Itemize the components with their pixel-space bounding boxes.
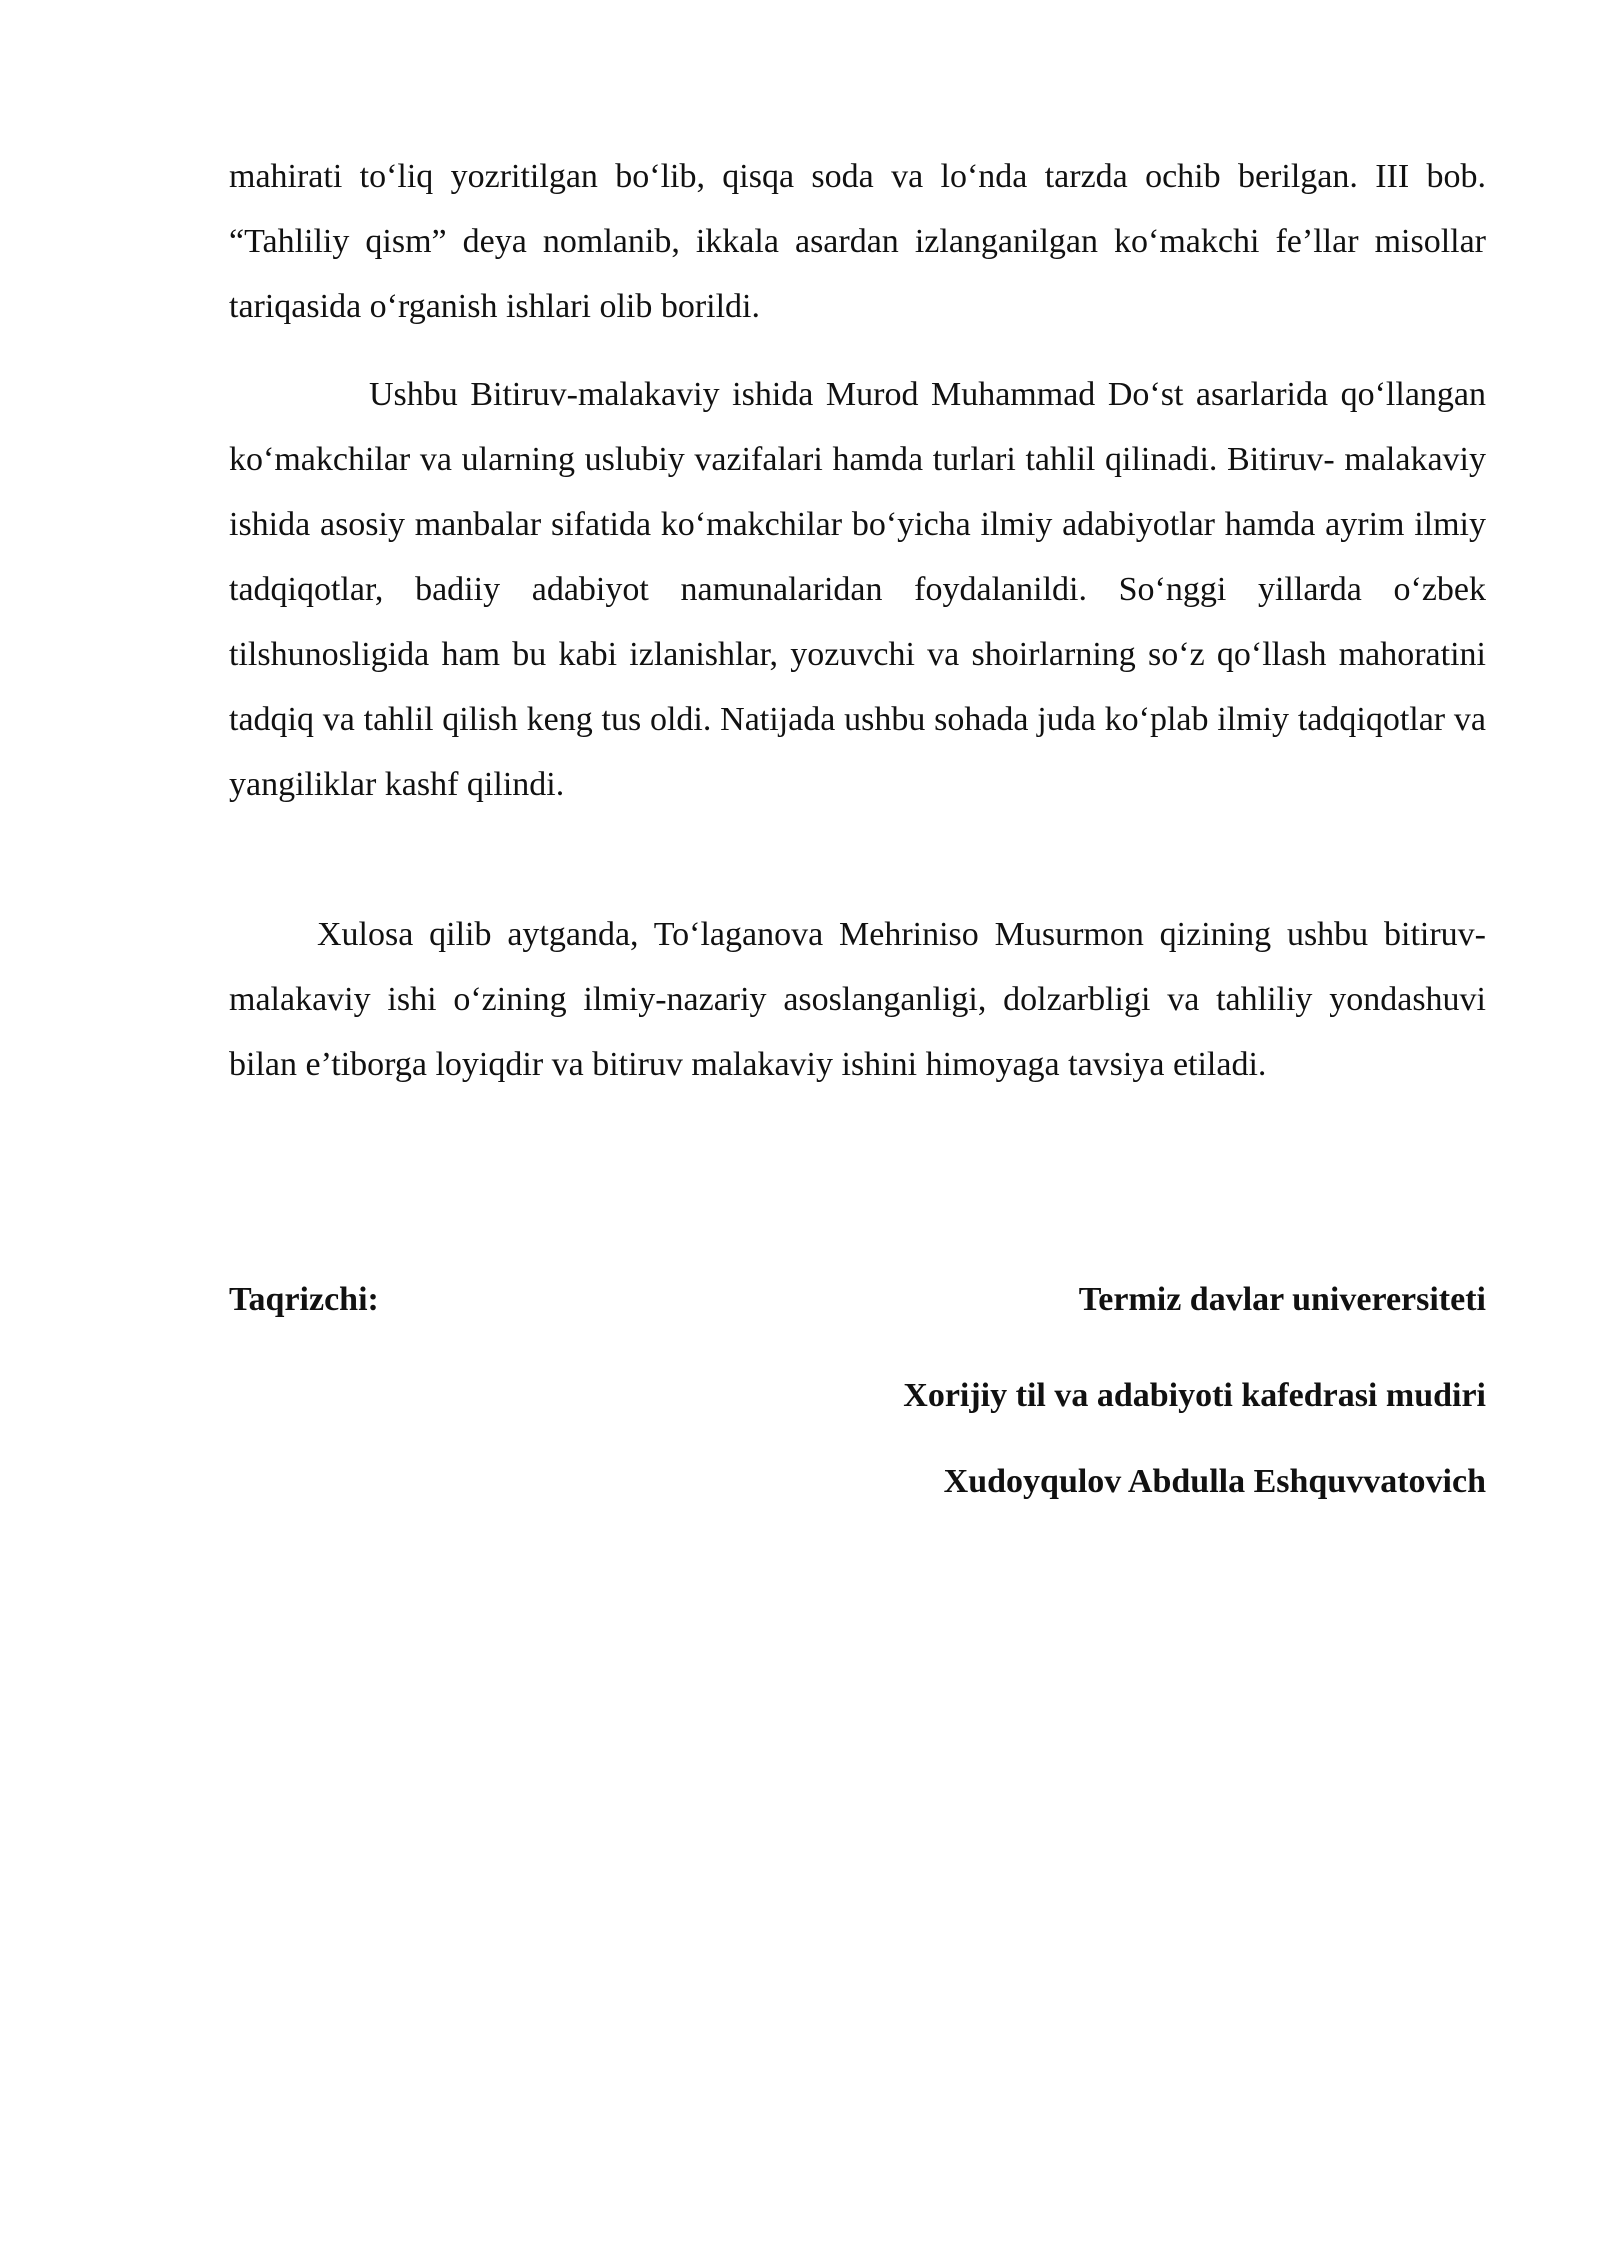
reviewer-label: Taqrizchi: bbox=[229, 1281, 379, 1318]
body-paragraph-2 bbox=[229, 362, 1486, 817]
paragraph-text: Ushbu Bitiruv-malakaviy ishida Murod Muhammad Do‘st asarlarida qo‘llangan ko‘makchilar va ularning uslubiy vazifalari hamda turlari tahlil qilinadi. Bitiruv- malakaviy ishida asosiy manbalar sifatida ko‘makchilar bo‘yicha ilmiy adabiyotlar hamda ayrim ilmiy tadqiqotlar, badiiy adabiyot namunalaridan foydalanildi. So‘nggi yillarda o‘zbek tilshunosligida ham bu kabi izlanishlar, yozuvchi va shoirlarning so‘z qo‘llash mahoratini tadqiq va tahlil qilish keng tus oldi. Natijada ushbu sohada juda ko‘plab ilmiy tadqiqotlar va yangiliklar kashf qilindi. bbox=[229, 376, 1486, 803]
body-paragraph-1 bbox=[229, 144, 1486, 339]
reviewer-name: Xudoyqulov Abdulla Eshquvvatovich bbox=[943, 1463, 1486, 1500]
reviewer-details bbox=[903, 1267, 1486, 1525]
paragraph-text: Xulosa qilib aytganda, To‘laganova Mehriniso Musurmon qizining ushbu bitiruv-malakaviy ishi o‘zining ilmiy-nazariy asoslanganligi, dolzarbligi va tahliliy yondashuvi bilan e’tiborga loyiqdir va bitiruv malakaviy ishini himoyaga tavsiya etiladi. bbox=[229, 916, 1486, 1083]
body-paragraph-3 bbox=[229, 902, 1486, 1097]
reviewer-university: Termiz davlar univerersiteti bbox=[1078, 1281, 1486, 1318]
paragraph-text: mahirati to‘liq yozritilgan bo‘lib, qisqa soda va lo‘nda tarzda ochib berilgan. III bob. “Tahliliy qism” deya nomlanib, ikkala asardan izlanganilgan ko‘makchi fe’llar misollar tariqasida o‘rganish ishlari olib borildi. bbox=[229, 158, 1486, 325]
reviewer-position: Xorijiy til va adabiyoti kafedrasi mudiri bbox=[903, 1377, 1486, 1414]
